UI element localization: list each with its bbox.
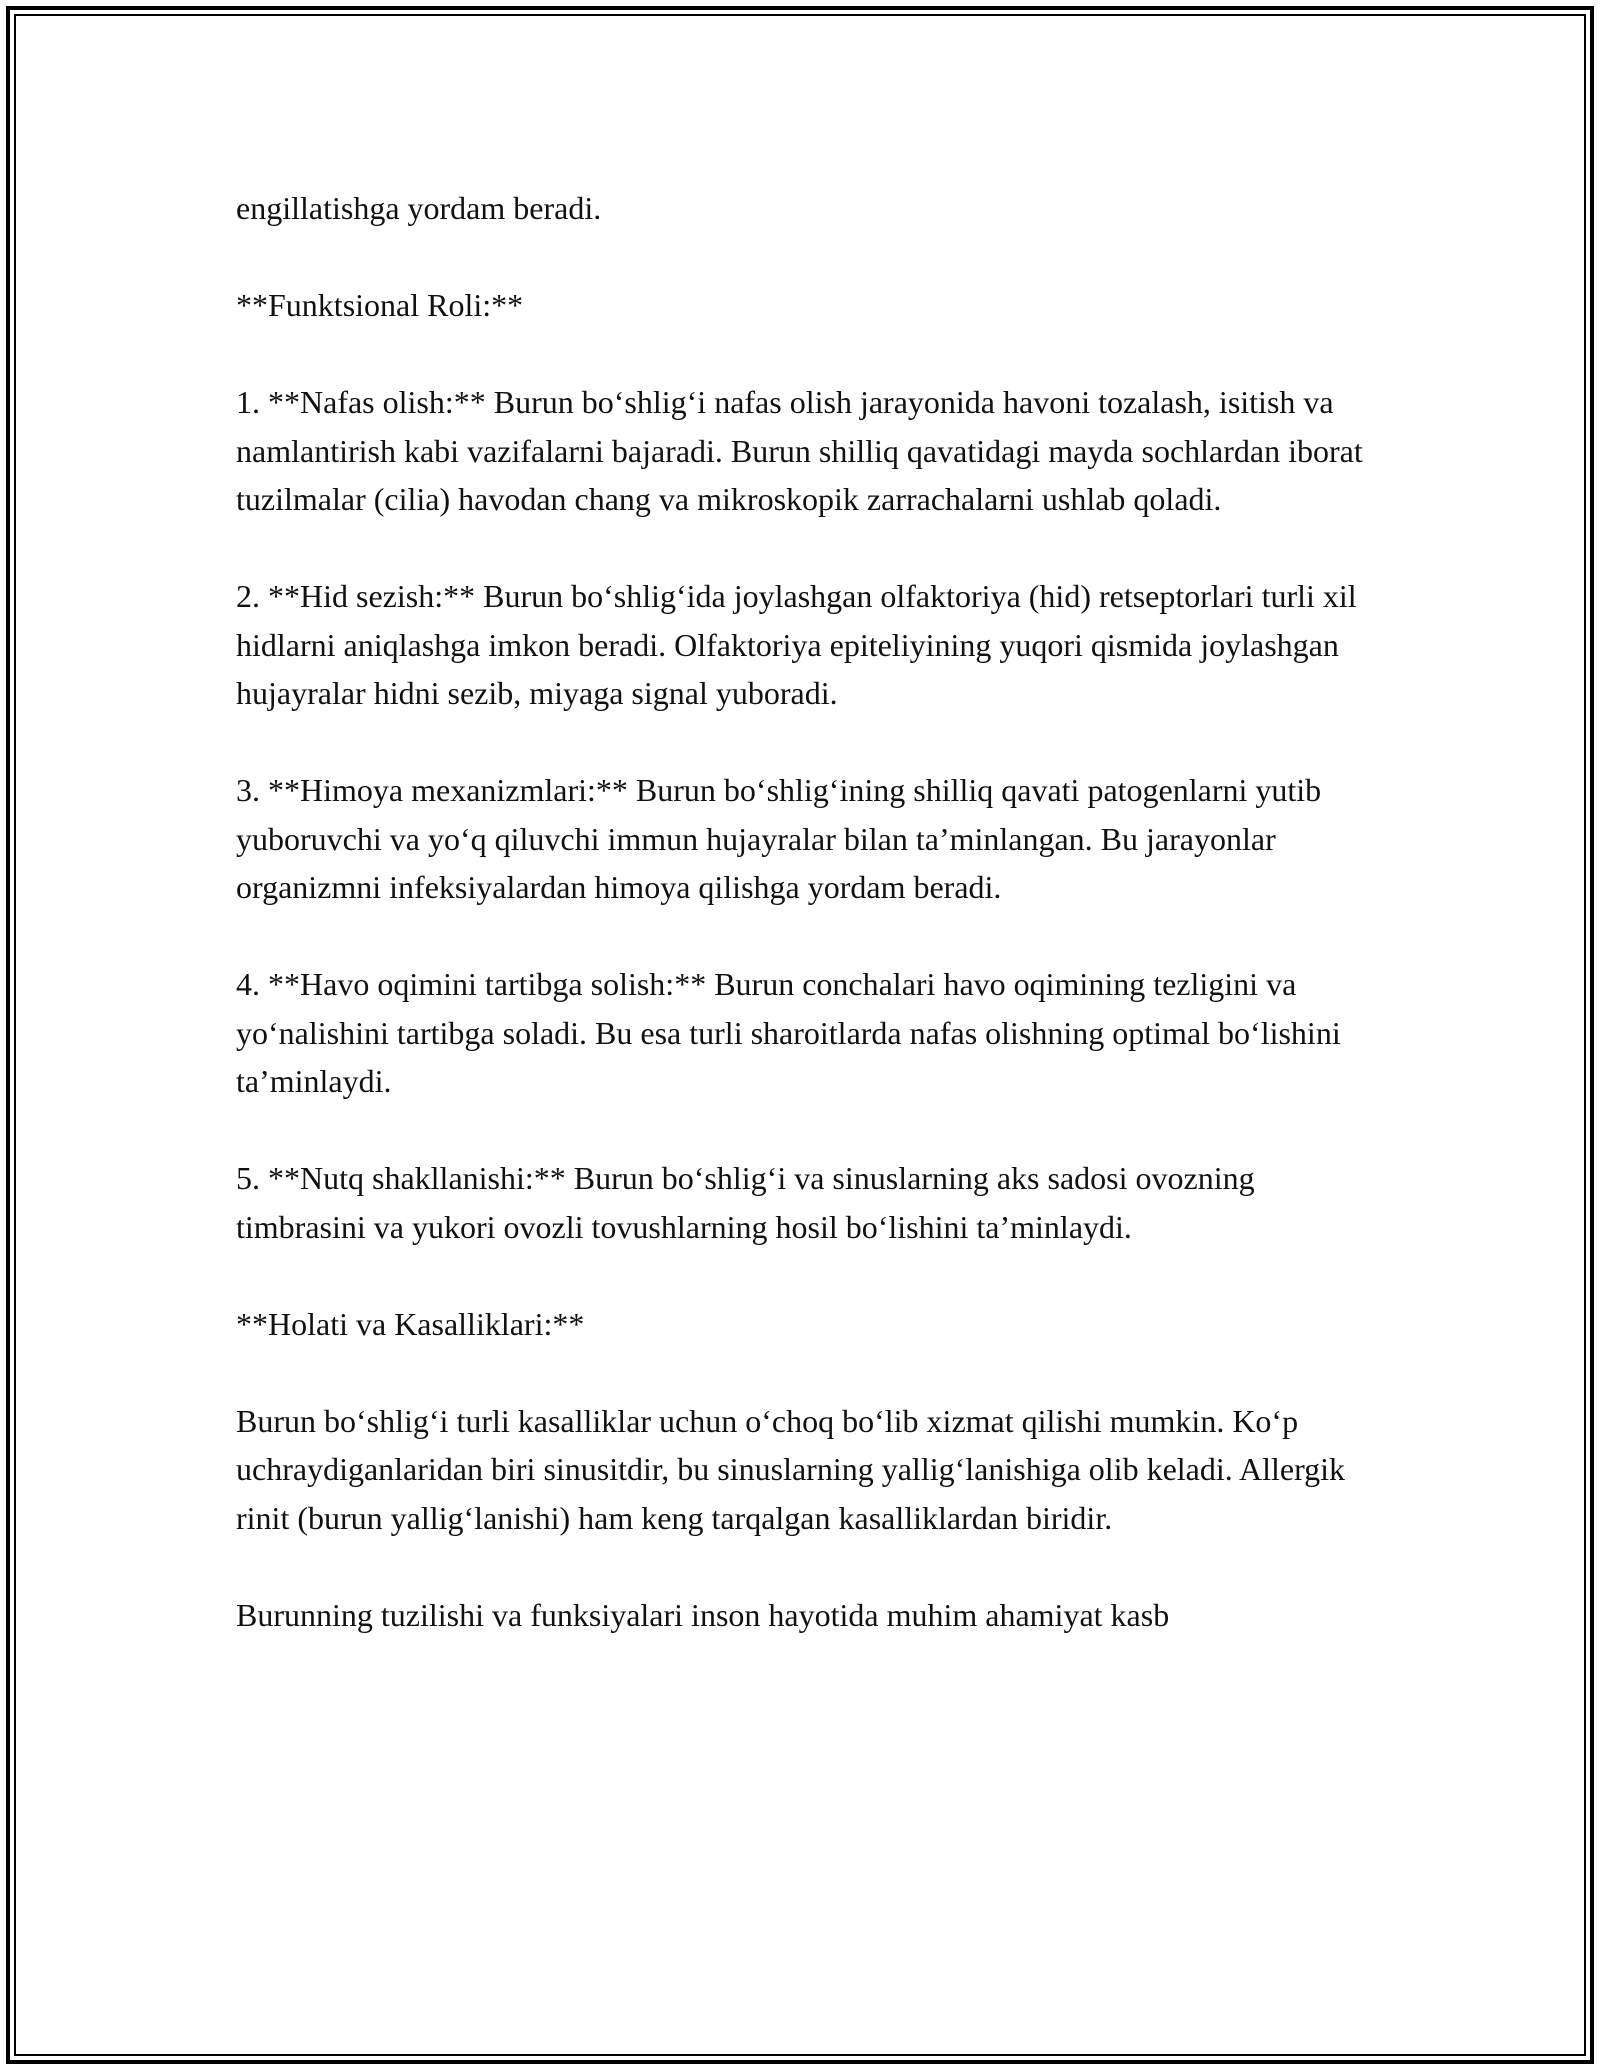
list-item-speech: 5. **Nutq shakllanishi:** Burun bo‘shlig‘i va sinuslarning aks sadosi ovozning timbrasini va yukori ovozli tovushlarning hosil bo‘lishini ta’minlaydi. [236, 1160, 1255, 1245]
paragraph-conclusion: Burunning tuzilishi va funksiyalari inson hayotida muhim ahamiyat kasb [236, 1596, 1170, 1633]
list-item-protection: 3. **Himoya mexanizmlari:** Burun bo‘shlig‘ining shilliq qavati patogenlarni yutib yuboruvchi va yo‘q qiluvchi immun hujayralar bilan ta’minlangan. Bu jarayonlar organizmni infeksiyalardan himoya qilishga yordam beradi. [236, 772, 1322, 905]
paragraph-continuation: engillatishga yordam beradi. [236, 190, 602, 226]
list-item-breathing: 1. **Nafas olish:** Burun bo‘shlig‘i nafas olish jarayonida havoni tozalash, isitish va namlantirish kabi vazifalarni bajaradi. Burun shilliq qavatidagi mayda sochlardan iborat tuzilmalar (cilia) havodan chang va mikroskopik zarrachalarni ushlab qoladi. [236, 384, 1363, 517]
list-item-airflow: 4. **Havo oqimini tartibga solish:** Burun conchalari havo oqimining tezligini va yo‘nalishini tartibga soladi. Bu esa turli sharoitlarda nafas olishning optimal bo‘lishini ta’minlaydi. [236, 966, 1341, 1099]
heading-conditions-diseases: **Holati va Kasalliklari:** [236, 1305, 585, 1342]
list-item-smell: 2. **Hid sezish:** Burun bo‘shlig‘ida joylashgan olfaktoriya (hid) retseptorlari turli xil hidlarni aniqlashga imkon beradi. Olfaktoriya epiteliyining yuqori qismida joylashgan hujayralar hidni sezib, miyaga signal yuboradi. [236, 578, 1357, 711]
paragraph-diseases: Burun bo‘shlig‘i turli kasalliklar uchun o‘choq bo‘lib xizmat qilishi mumkin. Ko‘p uchraydiganlaridan biri sinusitdir, bu sinuslarning yallig‘lanishiga olib keladi. Allergik rinit (burun yallig‘lanishi) ham keng tarqalgan kasalliklardan biridir. [236, 1402, 1346, 1536]
heading-functional-role: **Funktsional Roli:** [236, 287, 524, 323]
document-body [236, 184, 1376, 1688]
